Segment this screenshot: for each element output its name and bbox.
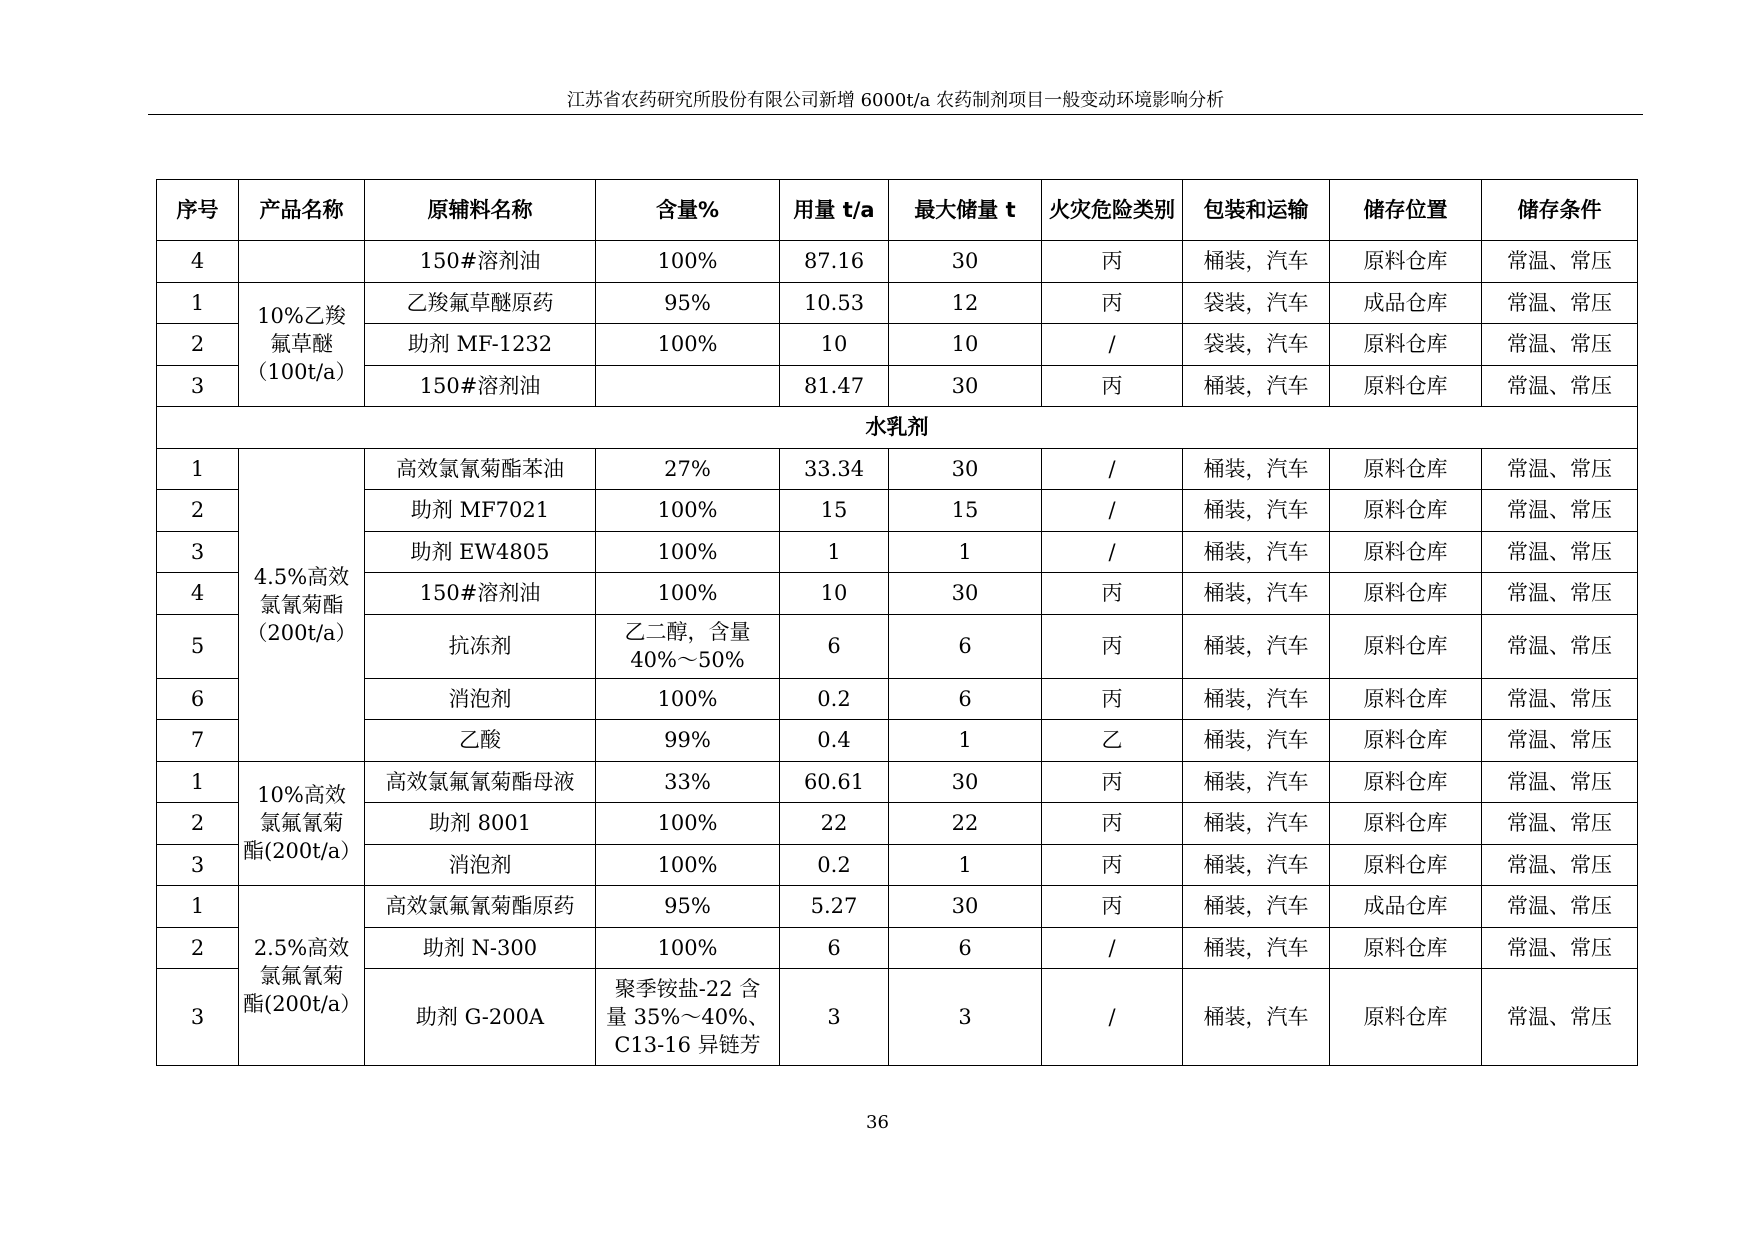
table-cell: 原料仓库	[1330, 844, 1482, 886]
table-cell: 81.47	[780, 365, 889, 407]
header-rule	[148, 114, 1643, 115]
table-row	[157, 969, 1638, 1066]
table-cell: 丙	[1042, 803, 1183, 845]
table-cell: /	[1042, 531, 1183, 573]
table-cell: 原料仓库	[1330, 531, 1482, 573]
table-cell: 100%	[596, 844, 780, 886]
table-row	[157, 927, 1638, 969]
table-cell: 高效氯氰菊酯苯油	[365, 448, 596, 490]
table-cell: 常温、常压	[1482, 614, 1638, 678]
table-row	[157, 324, 1638, 366]
table-cell: 桶装，汽车	[1183, 844, 1330, 886]
table-header-row	[157, 180, 1638, 241]
document-header: 江苏省农药研究所股份有限公司新增 6000t/a 农药制剂项目一般变动环境影响分析	[566, 90, 1225, 111]
materials-table	[156, 179, 1638, 1066]
table-cell: 乙羧氟草醚原药	[365, 282, 596, 324]
table-cell: 3	[780, 969, 889, 1066]
table-cell: 30	[889, 448, 1042, 490]
table-cell: 助剂 EW4805	[365, 531, 596, 573]
table-cell: 1	[889, 844, 1042, 886]
table-cell: 5.27	[780, 886, 889, 928]
table-cell: 桶装，汽车	[1183, 678, 1330, 720]
table-cell: 1	[780, 531, 889, 573]
table-cell: 常温、常压	[1482, 531, 1638, 573]
table-cell: 10	[780, 573, 889, 615]
table-cell: 原料仓库	[1330, 241, 1482, 283]
table-cell: 常温、常压	[1482, 448, 1638, 490]
table-cell: 6	[780, 614, 889, 678]
col-header-condition: 储存条件	[1482, 180, 1638, 241]
table-row	[157, 531, 1638, 573]
table-cell: 桶装，汽车	[1183, 573, 1330, 615]
table-cell: 常温、常压	[1482, 282, 1638, 324]
col-header-packaging: 包装和运输	[1183, 180, 1330, 241]
col-header-location: 储存位置	[1330, 180, 1482, 241]
table-cell: 桶装，汽车	[1183, 490, 1330, 532]
product-name: 10%高效 氯氟氰菊 酯(200t/a）	[239, 761, 365, 886]
table-cell: 7	[157, 720, 239, 762]
table-cell: 4	[157, 573, 239, 615]
table-cell: 常温、常压	[1482, 720, 1638, 762]
table-cell: 1	[157, 282, 239, 324]
table-cell: /	[1042, 324, 1183, 366]
table-cell: 成品仓库	[1330, 886, 1482, 928]
table-cell: 1	[889, 531, 1042, 573]
table-cell: 6	[889, 927, 1042, 969]
table-cell: 12	[889, 282, 1042, 324]
table-cell: 99%	[596, 720, 780, 762]
table-cell: 2	[157, 927, 239, 969]
table-cell: 抗冻剂	[365, 614, 596, 678]
table-cell: 15	[780, 490, 889, 532]
table-row	[157, 573, 1638, 615]
table-cell: 3	[157, 969, 239, 1066]
section-row	[157, 407, 1638, 449]
table-cell: 常温、常压	[1482, 844, 1638, 886]
table-row	[157, 886, 1638, 928]
table-cell: 消泡剂	[365, 844, 596, 886]
table-row	[157, 241, 1638, 283]
table-row	[157, 614, 1638, 678]
table-cell: 常温、常压	[1482, 490, 1638, 532]
table-cell: 150#溶剂油	[365, 573, 596, 615]
table-cell: /	[1042, 448, 1183, 490]
table-cell: 常温、常压	[1482, 761, 1638, 803]
product-cell-empty	[239, 241, 365, 283]
table-cell: 100%	[596, 927, 780, 969]
col-header-usage: 用量 t/a	[780, 180, 889, 241]
table-cell: 原料仓库	[1330, 365, 1482, 407]
table-cell: 桶装，汽车	[1183, 886, 1330, 928]
table-cell: 30	[889, 573, 1042, 615]
table-cell: /	[1042, 490, 1183, 532]
table-cell: 22	[780, 803, 889, 845]
table-row	[157, 761, 1638, 803]
table-cell: 2	[157, 490, 239, 532]
table-cell: 15	[889, 490, 1042, 532]
table-cell: 6	[889, 678, 1042, 720]
table-cell: 丙	[1042, 886, 1183, 928]
section-label: 水乳剂	[157, 407, 1638, 449]
table-cell: 150#溶剂油	[365, 241, 596, 283]
table-cell: 袋装，汽车	[1183, 282, 1330, 324]
table-cell: 2	[157, 803, 239, 845]
table-cell: 桶装，汽车	[1183, 448, 1330, 490]
table-cell: 常温、常压	[1482, 678, 1638, 720]
table-cell: 60.61	[780, 761, 889, 803]
table-cell: 10.53	[780, 282, 889, 324]
table-cell: 高效氯氟氰菊酯原药	[365, 886, 596, 928]
table-cell: /	[1042, 927, 1183, 969]
table-cell: 0.4	[780, 720, 889, 762]
table-cell: 10	[889, 324, 1042, 366]
col-header-max-storage: 最大储量 t	[889, 180, 1042, 241]
col-header-content: 含量%	[596, 180, 780, 241]
table-cell: 常温、常压	[1482, 573, 1638, 615]
table-cell: 6	[889, 614, 1042, 678]
table-cell: 33.34	[780, 448, 889, 490]
table-cell: 桶装，汽车	[1183, 614, 1330, 678]
table-cell: 袋装，汽车	[1183, 324, 1330, 366]
table-cell: 30	[889, 365, 1042, 407]
table-cell: 常温、常压	[1482, 927, 1638, 969]
table-cell: 1	[157, 761, 239, 803]
table-cell: 27%	[596, 448, 780, 490]
table-cell: 原料仓库	[1330, 324, 1482, 366]
table-cell: 100%	[596, 573, 780, 615]
table-cell: 常温、常压	[1482, 803, 1638, 845]
table-cell: 100%	[596, 531, 780, 573]
table-cell: 原料仓库	[1330, 614, 1482, 678]
table-cell: 助剂 G-200A	[365, 969, 596, 1066]
table-cell: 100%	[596, 241, 780, 283]
table-cell: 常温、常压	[1482, 241, 1638, 283]
table-cell: 22	[889, 803, 1042, 845]
table-cell: 100%	[596, 678, 780, 720]
table-cell: 100%	[596, 803, 780, 845]
table-cell: 30	[889, 886, 1042, 928]
table-cell: 30	[889, 241, 1042, 283]
table-cell: 丙	[1042, 844, 1183, 886]
table-cell: 成品仓库	[1330, 282, 1482, 324]
table-cell: 高效氯氟氰菊酯母液	[365, 761, 596, 803]
table-cell: 95%	[596, 886, 780, 928]
table-cell: 助剂 N-300	[365, 927, 596, 969]
table-row	[157, 490, 1638, 532]
col-header-seq: 序号	[157, 180, 239, 241]
table-cell: 原料仓库	[1330, 720, 1482, 762]
table-cell: 桶装，汽车	[1183, 365, 1330, 407]
table-cell: 100%	[596, 490, 780, 532]
product-name: 10%乙羧 氟草醚 （100t/a）	[239, 282, 365, 407]
table-cell: 4	[157, 241, 239, 283]
table-cell: 原料仓库	[1330, 927, 1482, 969]
table-cell: 0.2	[780, 844, 889, 886]
table-cell: 3	[157, 531, 239, 573]
table-cell: 常温、常压	[1482, 365, 1638, 407]
table-cell: 丙	[1042, 282, 1183, 324]
table-row	[157, 448, 1638, 490]
table-cell: 2	[157, 324, 239, 366]
product-name: 2.5%高效 氯氟氰菊 酯(200t/a）	[239, 886, 365, 1066]
col-header-material: 原辅料名称	[365, 180, 596, 241]
col-header-product: 产品名称	[239, 180, 365, 241]
table-cell: 丙	[1042, 678, 1183, 720]
table-row	[157, 365, 1638, 407]
table-cell: 助剂 MF-1232	[365, 324, 596, 366]
table-cell: 原料仓库	[1330, 490, 1482, 532]
table-row	[157, 844, 1638, 886]
table-cell: 95%	[596, 282, 780, 324]
table-cell: 桶装，汽车	[1183, 927, 1330, 969]
table-cell: 原料仓库	[1330, 573, 1482, 615]
table-cell: 原料仓库	[1330, 969, 1482, 1066]
table-cell: 丙	[1042, 614, 1183, 678]
col-header-fire-class: 火灾危险类别	[1042, 180, 1183, 241]
table-row	[157, 803, 1638, 845]
table-cell: 1	[157, 886, 239, 928]
table-cell: 桶装，汽车	[1183, 531, 1330, 573]
table-cell: /	[1042, 969, 1183, 1066]
table-cell: 常温、常压	[1482, 969, 1638, 1066]
table-row	[157, 282, 1638, 324]
table-cell: 1	[157, 448, 239, 490]
table-cell: 丙	[1042, 241, 1183, 283]
table-cell: 常温、常压	[1482, 324, 1638, 366]
table-cell: 常温、常压	[1482, 886, 1638, 928]
table-cell: 150#溶剂油	[365, 365, 596, 407]
product-name: 4.5%高效 氯氰菊酯 （200t/a）	[239, 448, 365, 761]
table-cell: 3	[157, 844, 239, 886]
table-cell: 聚季铵盐-22 含 量 35%～40%、 C13-16 异链芳	[596, 969, 780, 1066]
table-cell: 桶装，汽车	[1183, 241, 1330, 283]
table-cell: 5	[157, 614, 239, 678]
page-number: 36	[866, 1112, 889, 1133]
table-cell: 6	[157, 678, 239, 720]
table-cell: 1	[889, 720, 1042, 762]
table-cell: 原料仓库	[1330, 803, 1482, 845]
table-cell: 丙	[1042, 573, 1183, 615]
table-cell: 0.2	[780, 678, 889, 720]
table-cell: 乙酸	[365, 720, 596, 762]
table-cell: 33%	[596, 761, 780, 803]
table-cell: 30	[889, 761, 1042, 803]
table-row	[157, 720, 1638, 762]
table-cell: 助剂 8001	[365, 803, 596, 845]
table-cell: 6	[780, 927, 889, 969]
table-cell: 乙二醇，含量 40%～50%	[596, 614, 780, 678]
table-cell	[596, 365, 780, 407]
table-cell: 乙	[1042, 720, 1183, 762]
table-cell: 87.16	[780, 241, 889, 283]
table-cell: 桶装，汽车	[1183, 803, 1330, 845]
table-cell: 3	[889, 969, 1042, 1066]
table-cell: 助剂 MF7021	[365, 490, 596, 532]
table-cell: 3	[157, 365, 239, 407]
table-cell: 原料仓库	[1330, 678, 1482, 720]
table-cell: 桶装，汽车	[1183, 761, 1330, 803]
table-cell: 原料仓库	[1330, 761, 1482, 803]
table-cell: 原料仓库	[1330, 448, 1482, 490]
table-cell: 桶装，汽车	[1183, 969, 1330, 1066]
table-cell: 丙	[1042, 365, 1183, 407]
table-cell: 丙	[1042, 761, 1183, 803]
table-cell: 10	[780, 324, 889, 366]
table-row	[157, 678, 1638, 720]
table-cell: 桶装，汽车	[1183, 720, 1330, 762]
table-cell: 消泡剂	[365, 678, 596, 720]
table-cell: 100%	[596, 324, 780, 366]
